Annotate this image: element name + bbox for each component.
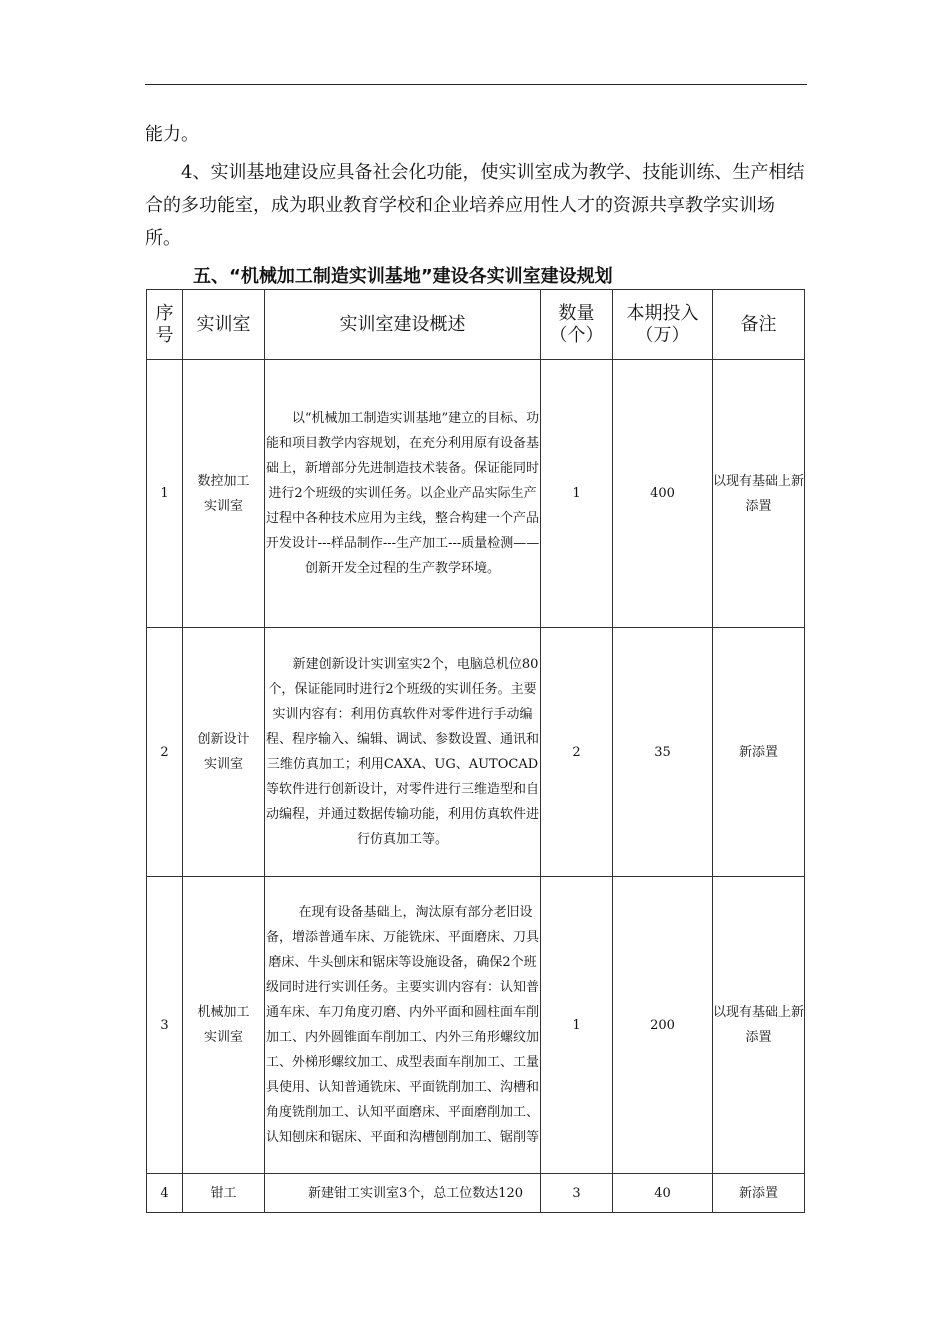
paragraph-item-4: 4、实训基地建设应具备社会化功能，使实训室成为教学、技能训练、生产相结合的多功能室，成为职业教育学校和企业培养应用性人才的资源共享教学实训场所。: [145, 162, 805, 249]
cell-qty: 1: [541, 877, 613, 1174]
cell-room: 机械加工实训室: [183, 877, 265, 1174]
cell-note: 新添置: [713, 1174, 805, 1213]
cell-invest: 40: [613, 1174, 713, 1213]
cell-note: 以现有基础上新添置: [713, 877, 805, 1174]
paragraph-continuation: 能力。: [145, 124, 199, 145]
table-row: [147, 1174, 805, 1213]
cell-note: 以现有基础上新添置: [713, 360, 805, 628]
table-header-row: [147, 290, 805, 360]
cell-qty: 2: [541, 628, 613, 877]
cell-invest: 400: [613, 360, 713, 628]
header-desc: 实训室建设概述: [265, 290, 541, 360]
table-row: [147, 628, 805, 877]
cell-desc: [265, 628, 541, 877]
cell-invest: 35: [613, 628, 713, 877]
table-row: [147, 877, 805, 1174]
header-room: 实训室: [183, 290, 265, 360]
header-no: 序号: [147, 290, 183, 360]
header-qty: 数量（个）: [541, 290, 613, 360]
desc-text: 以“机械加工制造实训基地”建立的目标、功能和项目教学内容规划，在充分利用原有设备基础上，新增部分先进制造技术装备。保证能同时进行2个班级的实训任务。以企业产品实际生产过程中各种技术应用为主线，整合构建一个产品开发设计---样品制作---生产加工---质量检测——创新开发全过程的生产教学环境。: [265, 411, 540, 576]
cell-no: 1: [147, 360, 183, 628]
desc-text: 新建钳工实训室3个，总工位数达120: [307, 1185, 524, 1201]
cell-invest: 200: [613, 877, 713, 1174]
cell-qty: 1: [541, 360, 613, 628]
cell-desc: [265, 877, 541, 1174]
cell-no: 2: [147, 628, 183, 877]
desc-text: 在现有设备基础上，淘汰原有部分老旧设备，增添普通车床、万能铣床、平面磨床、刀具磨床、牛头刨床和锯床等设施设备，确保2个班级同时进行实训任务。主要实训内容有：认知普通车床、车刀角度刃磨、内外平面和圆柱面车削加工、内外圆锥面车削加工、内外三角形螺纹加工、外梯形螺纹加工、成型表面车削加工、工量具使用、认知普通铣床、平面铣削加工、沟槽和角度铣削加工、认知平面磨床、平面磨削加工、认知刨床和锯床、平面和沟槽刨削加工、锯削等: [265, 905, 539, 1145]
cell-note: 新添置: [713, 628, 805, 877]
desc-text: 新建创新设计实训室实2个，电脑总机位80个，保证能同时进行2个班级的实训任务。主要实训内容有：利用仿真软件对零件进行手动编程、程序输入、编辑、调试、参数设置、通讯和三维仿真加工；利用CAXA、UG、AUTOCAD等软件进行创新设计，对零件进行三维造型和自动编程，并通过数据传输功能，利用仿真软件进行仿真加工等。: [265, 657, 539, 847]
header-invest: 本期投入（万）: [613, 290, 713, 360]
section-heading: 五、“机械加工制造实训基地”建设各实训室建设规划: [193, 266, 613, 287]
lab-plan-table: [146, 289, 805, 1213]
cell-no: 3: [147, 877, 183, 1174]
cell-desc: [265, 360, 541, 628]
table-row: [147, 360, 805, 628]
cell-no: 4: [147, 1174, 183, 1213]
header-rule: [145, 84, 807, 85]
cell-desc: [265, 1174, 541, 1213]
cell-room: 数控加工实训室: [183, 360, 265, 628]
header-note: 备注: [713, 290, 805, 360]
cell-room: 创新设计实训室: [183, 628, 265, 877]
cell-qty: 3: [541, 1174, 613, 1213]
cell-room: 钳工: [183, 1174, 265, 1213]
